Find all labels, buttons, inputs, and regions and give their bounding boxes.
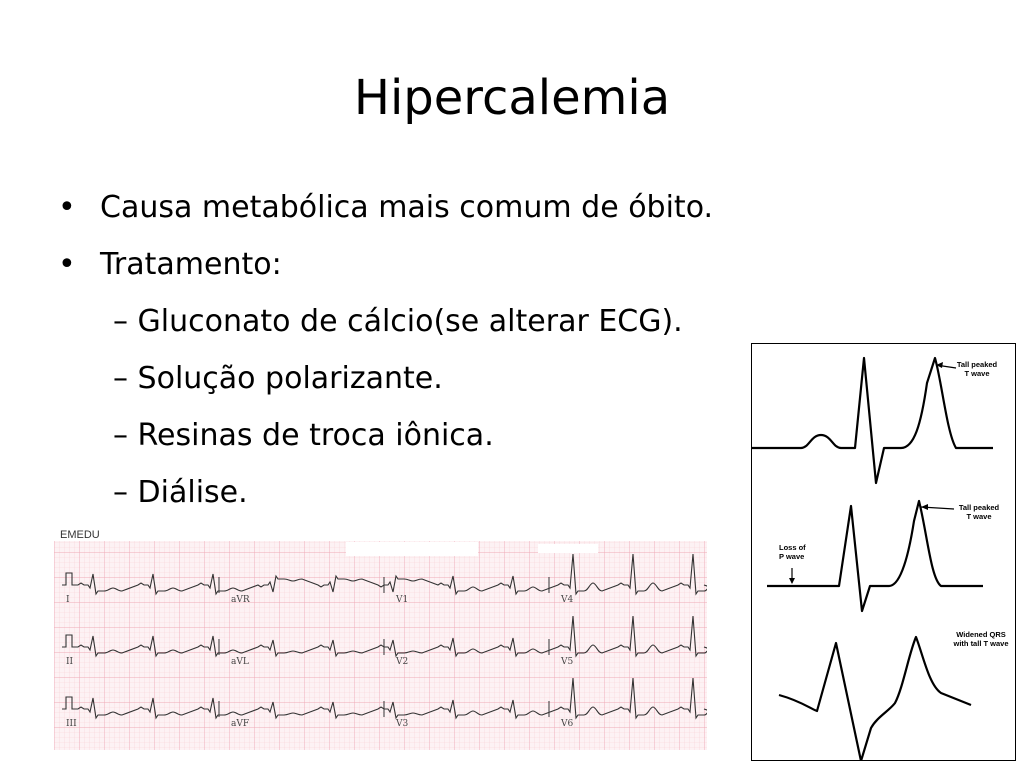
annotation-tall-peaked-top: Tall peaked T wave	[956, 360, 998, 378]
hyperkalemia-waveform-panel	[751, 343, 1016, 761]
subbullet-item	[113, 361, 443, 396]
ecg-lead-label: V4	[561, 595, 574, 605]
bullet-marker: •	[58, 247, 76, 282]
subbullet-text: Gluconato de cálcio(se alterar ECG).	[137, 304, 683, 339]
ecg-lead-label: II	[66, 657, 74, 667]
subbullet-marker: –	[113, 361, 128, 396]
subbullet-marker: –	[113, 418, 128, 453]
subbullet-text: Solução polarizante.	[137, 361, 443, 396]
ecg-lead-label: V3	[396, 719, 409, 729]
subbullet-marker: –	[113, 475, 128, 510]
ecg-12-lead-image	[54, 527, 707, 750]
subbullet-item	[113, 304, 683, 339]
annotation-widened-qrs: Widened QRS with tall T wave	[953, 630, 1009, 648]
ecg-lead-label: III	[66, 719, 77, 729]
subbullet-marker: –	[113, 304, 128, 339]
ecg-lead-label: V2	[396, 657, 409, 667]
ecg-lead-label: V6	[561, 719, 574, 729]
annotation-loss-of-p: Loss of P wave	[779, 543, 806, 561]
ecg-redaction	[346, 542, 478, 556]
subbullet-item	[113, 418, 494, 453]
bullet-text: Tratamento:	[100, 247, 282, 282]
ecg-lead-label: aVR	[231, 595, 250, 605]
slide-title: Hipercalemia	[353, 70, 671, 126]
bullet-text: Causa metabólica mais comum de óbito.	[100, 190, 714, 225]
ecg-lead-label: aVL	[231, 657, 249, 667]
ecg-lead-label: aVF	[231, 719, 250, 729]
annotation-tall-peaked-middle: Tall peaked T wave	[958, 503, 1000, 521]
ecg-lead-label: V5	[561, 657, 574, 667]
ecg-lead-label: V1	[396, 595, 409, 605]
subbullet-text: Diálise.	[137, 475, 248, 510]
subbullet-item	[113, 475, 248, 510]
ecg-lead-label: I	[66, 595, 70, 605]
ecg-source-label: EMEDU	[60, 529, 100, 541]
subbullet-text: Resinas de troca iônica.	[137, 418, 494, 453]
ecg-redaction	[538, 544, 598, 553]
bullet-marker: •	[58, 190, 76, 225]
